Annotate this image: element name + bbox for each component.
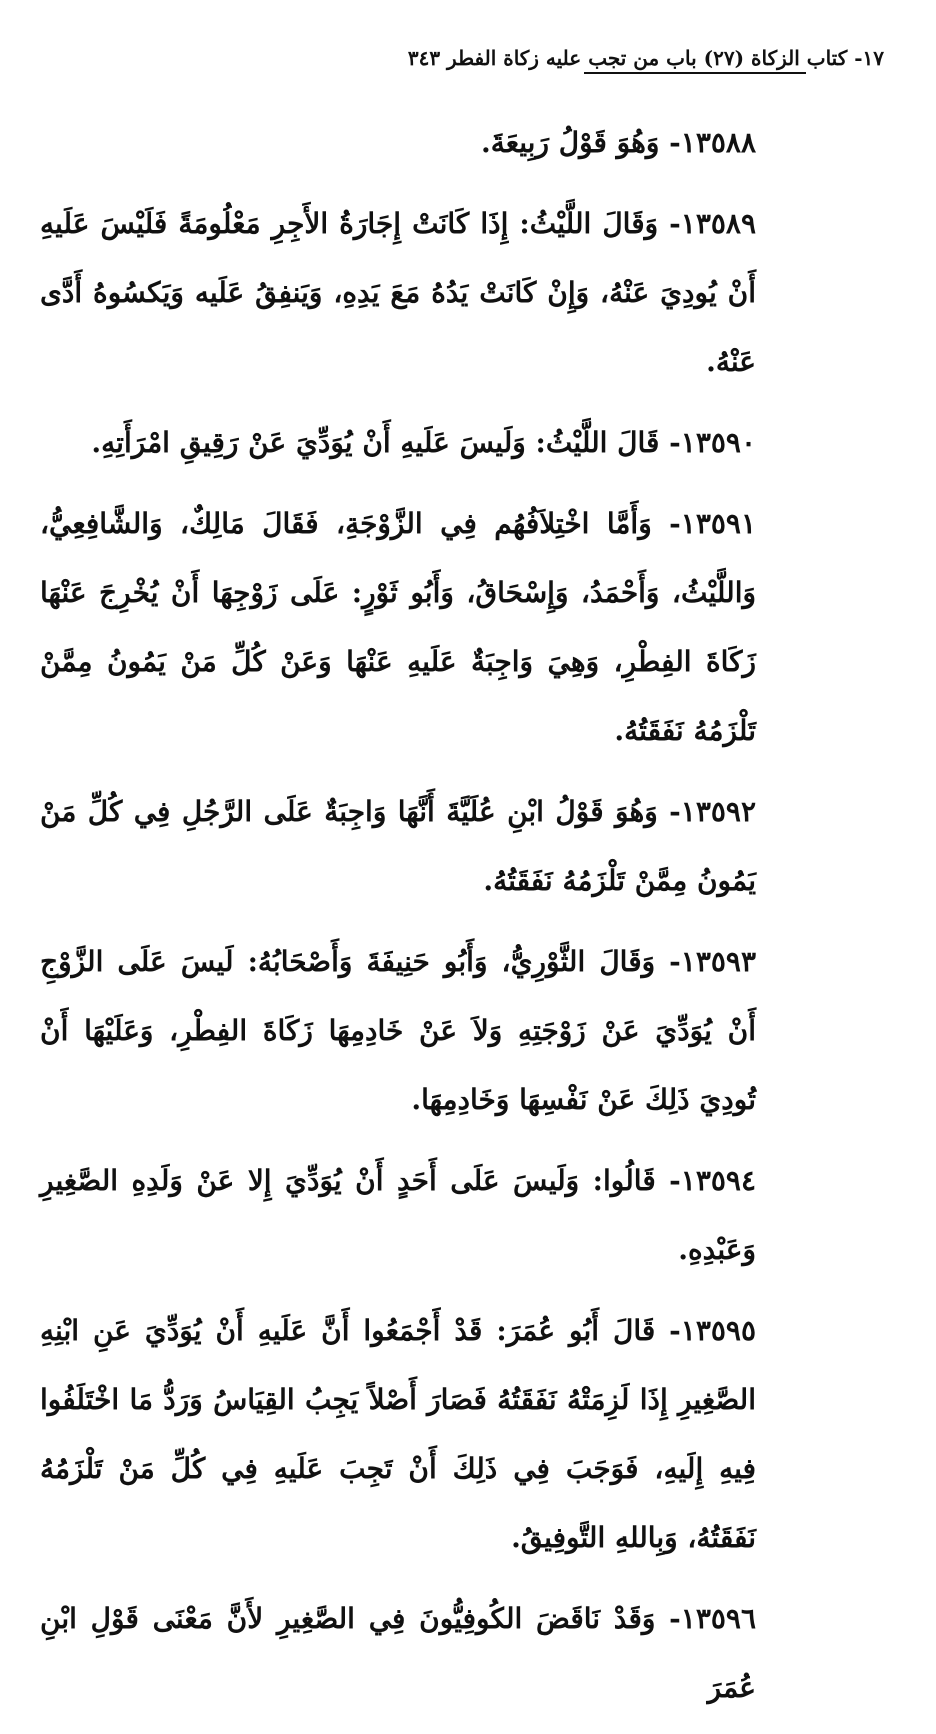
paragraph-number: ١٣٥٩٠ xyxy=(680,426,756,459)
paragraph-text: - قَالَ اللَّيْثُ: وَلَيسَ عَلَيهِ أَنْ يُوَدِّيَ عَنْ رَقِيقِ امْرَأَتِهِ. xyxy=(91,426,681,459)
paragraph-text: - وَقَالَ الثَّوْرِيُّ، وَأَبُو حَنِيفَةَ وَأَصْحَابُهُ: لَيسَ عَلَى الزَّوْجِ أَنْ يُوَدِّيَ عَنْ زَوْجَتِهِ وَلاَ عَنْ خَادِمِهَا زَكَاةَ الفِطْرِ، وَعَلَيْهَا أَنْ تُودِيَ ذَلِكَ عَنْ نَفْسِهَا وَخَادِمِهَا. xyxy=(40,945,756,1116)
paragraph-13589 xyxy=(40,189,756,396)
paragraph-text: - قَالُوا: وَلَيسَ عَلَى أَحَدٍ أَنْ يُوَدِّيَ إِلا عَنْ وَلَدِهِ الصَّغِيرِ وَعَبْدِهِ. xyxy=(40,1164,756,1266)
paragraph-number: ١٣٥٩٣ xyxy=(680,945,756,978)
paragraph-text: قَدْ أَجْمَعُوا أَنَّ عَلَيهِ أَنْ يُوَدِّيَ عَنِ ابْنِهِ الصَّغِيرِ إِذَا لَزِمَتْهُ نَفَقَتُهُ فَصَارَ أَصْلاً يَجِبُ القِيَاسُ وَرَدُّ مَا اخْتَلَفُوا فِيهِ إِلَيهِ، فَوَجَبَ فِي ذَلِكَ أَنْ تَجِبَ عَلَيهِ فِي كُلِّ مَنْ تَلْزَمُهُ نَفَقَتُهُ، وَبِاللهِ التَّوفِيقُ. xyxy=(40,1314,756,1554)
running-header: ١٧- كتاب الزكاة (٢٧) باب من تجب عليه زكاة الفطر ٣٤٣ xyxy=(407,46,884,70)
paragraph-text: - وَهُوَ قَوْلُ رَبِيعَةَ. xyxy=(480,126,681,159)
paragraph-13591 xyxy=(40,489,756,765)
paragraph-text: - وَقَالَ اللَّيْثُ: إِذَا كَانَتْ إِجَارَةُ الأَجِرِ مَعْلُومَةً فَلَيْسَ عَلَيهِ أَنْ يُودِيَ عَنْهُ، وَإِنْ كَانَتْ يَدُهُ مَعَ يَدِهِ، وَيَنفِقُ عَلَيه وَيَكسُوهُ أَدَّى عَنْهُ. xyxy=(40,207,756,378)
paragraph-13588 xyxy=(40,108,756,177)
paragraph-number: ١٣٥٨٨ xyxy=(680,126,756,159)
paragraph-number: ١٣٥٨٩ xyxy=(680,207,756,240)
paragraph-13592 xyxy=(40,777,756,915)
paragraph-number: ١٣٥٩٥ xyxy=(680,1314,756,1347)
paragraph-number: ١٣٥٩١ xyxy=(680,507,756,540)
paragraph-text: - وَأَمَّا اخْتِلاَفُهُم فِي الزَّوْجَةِ، فَقَالَ مَالِكٌ، وَالشَّافِعِيُّ، وَاللَّيْثُ، وَأَحْمَدُ، وَإِسْحَاقُ، وَأَبُو ثَوْرٍ: عَلَى زَوْجِهَا أَنْ يُخْرِجَ عَنْهَا زَكَاةَ الفِطْرِ، وَهِيَ وَاجِبَةٌ عَلَيهِ عَنْهَا وَعَنْ كُلِّ مَنْ يَمُونُ مِمَّنْ تَلْزَمُهُ نَفَقَتُهُ. xyxy=(40,507,756,747)
author-attribution: قَالَ أَبُو عُمَرَ: xyxy=(496,1314,656,1347)
paragraph-13590 xyxy=(40,408,756,477)
paragraph-13593 xyxy=(40,927,756,1134)
paragraph-number: ١٣٥٩٢ xyxy=(680,795,756,828)
paragraph-text: - وَهُوَ قَوْلُ ابْنِ عُلَيَّةَ أَنَّهَا وَاجِبَةٌ عَلَى الرَّجُلِ فِي كُلِّ مَنْ يَمُونُ مِمَّنْ تَلْزَمُهُ نَفَقَتُهُ. xyxy=(40,795,756,897)
paragraph-13596 xyxy=(40,1584,756,1722)
header-rule xyxy=(584,72,806,74)
paragraph-number: ١٣٥٩٦ xyxy=(680,1602,756,1635)
paragraph-13595 xyxy=(40,1296,756,1572)
body-text xyxy=(40,108,756,1734)
dash: - xyxy=(655,1314,681,1347)
paragraph-number: ١٣٥٩٤ xyxy=(680,1164,756,1197)
paragraph-13594 xyxy=(40,1146,756,1284)
paragraph-text: - وَقَدْ نَاقَضَ الكُوفِيُّونَ فِي الصَّغِيرِ لأَنَّ مَعْنَى قَوْلِ ابْنِ عُمَرَ xyxy=(40,1602,756,1704)
